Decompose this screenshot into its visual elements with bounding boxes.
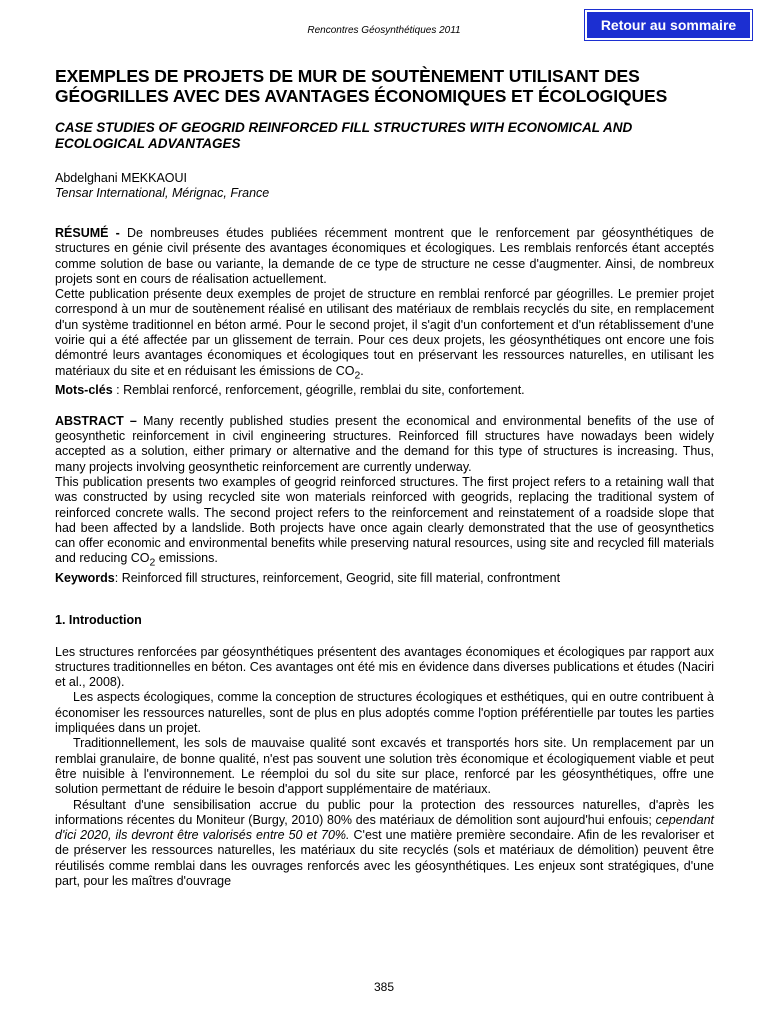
abstract-text-2-end: emissions. <box>155 551 218 566</box>
abstract-text-2: This publication presents two examples of geogrid reinforced structures. The first project refers to a retaining wall that was constructed by using recycled site won materials reinforced with geogrids, replacing the traditional system of reinforced concrete walls. The second project refers to the reinforcement and reinstatement of a roadside slope that had been affected by a landslide. Both projects have once again clearly demonstrated that the use of geosynthetics can offer economic and environmental benefits while preserving natural resources, using site and recycled fill materials and reducing CO <box>55 474 714 566</box>
intro-paragraph-1: Les structures renforcées par géosynthétiques présentent des avantages économiques et écologiques par rapport aux structures traditionnelles en béton. Ces avantages ont été mis en évidence dans diverses publications et études (Naciri et al., 2008). <box>55 644 714 690</box>
article-body <box>55 66 714 889</box>
abstract-subscript: 2 <box>149 557 156 569</box>
abstract-paragraph-2 <box>55 475 714 571</box>
intro-text-4a: Résultant d'une sensibilisation accrue du public pour la protection des ressources naturelles, d'après les informations récentes du Moniteur (Burgy, 2010) 80% des matériaux de démolition sont aujourd'hui enfouis; <box>55 797 714 827</box>
back-to-contents-button[interactable]: Retour au sommaire <box>585 10 752 40</box>
author-name: Abdelghani MEKKAOUI <box>55 171 188 185</box>
abstract-keywords <box>55 571 714 586</box>
abstract-label: ABSTRACT – <box>55 413 137 428</box>
resume-text-2-end: . <box>360 363 364 378</box>
page-number: 385 <box>373 980 395 994</box>
resume-subscript: 2 <box>354 370 361 382</box>
section-heading-introduction: 1. Introduction <box>55 612 142 627</box>
intro-paragraph-3: Traditionnellement, les sols de mauvaise qualité sont excavés et transportés hors site. Un remplacement par un remblai granulaire, de bonne qualité, n'est pas souvent une solution très économique et écologiquement viable et peut être nuisible à l'environnement. Le réemploi du sol du site sur place, renforcé par les géosynthétiques, offre une solution permettant de réduire le besoin d'apport supplémentaire de matériaux. <box>55 736 714 797</box>
resume-paragraph-2 <box>55 287 714 383</box>
title-french: EXEMPLES DE PROJETS DE MUR DE SOUTÈNEMENT UTILISANT DES GÉOGRILLES AVEC DES AVANTAGES ÉCONOMIQUES ET ÉCOLOGIQUES <box>55 66 668 106</box>
resume-section <box>55 226 714 399</box>
resume-keywords <box>55 383 714 398</box>
resume-keywords-label: Mots-clés <box>55 383 113 398</box>
resume-paragraph-1 <box>55 226 714 287</box>
intro-paragraph-4 <box>55 798 714 890</box>
intro-paragraph-2: Les aspects écologiques, comme la conception de structures écologiques et esthétiques, qui en outre contribuent à économiser les ressources naturelles, sont de plus en plus adoptés comme l'option préférentielle par toutes les parties impliquées dans un projet. <box>55 690 714 736</box>
abstract-keywords-text: : Reinforced fill structures, reinforcement, Geogrid, site fill material, confrontment <box>114 571 561 586</box>
title-english: CASE STUDIES OF GEOGRID REINFORCED FILL STRUCTURES WITH ECONOMICAL AND ECOLOGICAL ADVANTAGES <box>55 120 633 151</box>
resume-keywords-text: : Remblai renforcé, renforcement, géogrille, remblai du site, confortement. <box>112 383 525 398</box>
author-affiliation: Tensar International, Mérignac, France <box>55 186 270 200</box>
abstract-section <box>55 414 714 587</box>
abstract-text-1: Many recently published studies present the economical and environmental benefits of the use of geosynthetic reinforcement in civil engineering structures. Reinforced fill structures have nowadays been widely accepted as a solution, either primary or alternative and the demand for this type of structures is increasing. Thus, many projects involving geosynthetic reinforcement are currently underway. <box>55 413 715 474</box>
resume-label: RÉSUMÉ - <box>55 226 120 240</box>
running-header: Rencontres Géosynthétiques 2011 <box>307 25 461 36</box>
abstract-keywords-label: Keywords <box>55 571 115 586</box>
resume-text-1: De nombreuses études publiées récemment montrent que le renforcement par géosynthétiques de structures en génie civil présente des avantages économiques et écologiques. Les remblais renforcés étant acceptés comme solution de base ou variante, la demande de ce type de structure ne cesse d'augmenter. Ainsi, de nombreux projets sont en cours de réalisation actuellement. <box>55 226 714 286</box>
resume-text-2: Cette publication présente deux exemples de projet de structure en remblai renforcé par géogrilles. Le premier projet correspond à un mur de soutènement réalisé en utilisant des matériaux de remblais recyclés du site, en remplacement d'un système traditionnel en béton armé. Pour le second projet, il s'agit d'un confortement et d'un rétablissement d'une voirie qui a été affectée par un glissement de terrain. Pour ces deux projets, les géosynthétiques ont encore une fois démontré leurs avantages économiques et écologiques tout en préservant les ressources naturelles, en utilisant les matériaux du site et en réduisant les émissions de CO <box>55 287 714 378</box>
intro-text-4-italic: cependant d'ici 2020, ils devront être valorisés entre 50 et 70%. <box>55 812 714 843</box>
intro-text-4b: C'est une matière première secondaire. Afin de les revaloriser et de préserver les ressources naturelles, les matériaux du site recyclés (sols et matériaux de démolition) peuvent être réutilisés comme remblai dans les ouvrages renforcés avec les géosynthétiques. Les enjeux sont stratégiques, d'une part, pour les maîtres d'ouvrage <box>55 828 714 888</box>
introduction-section <box>55 645 714 890</box>
abstract-paragraph-1 <box>55 414 714 475</box>
